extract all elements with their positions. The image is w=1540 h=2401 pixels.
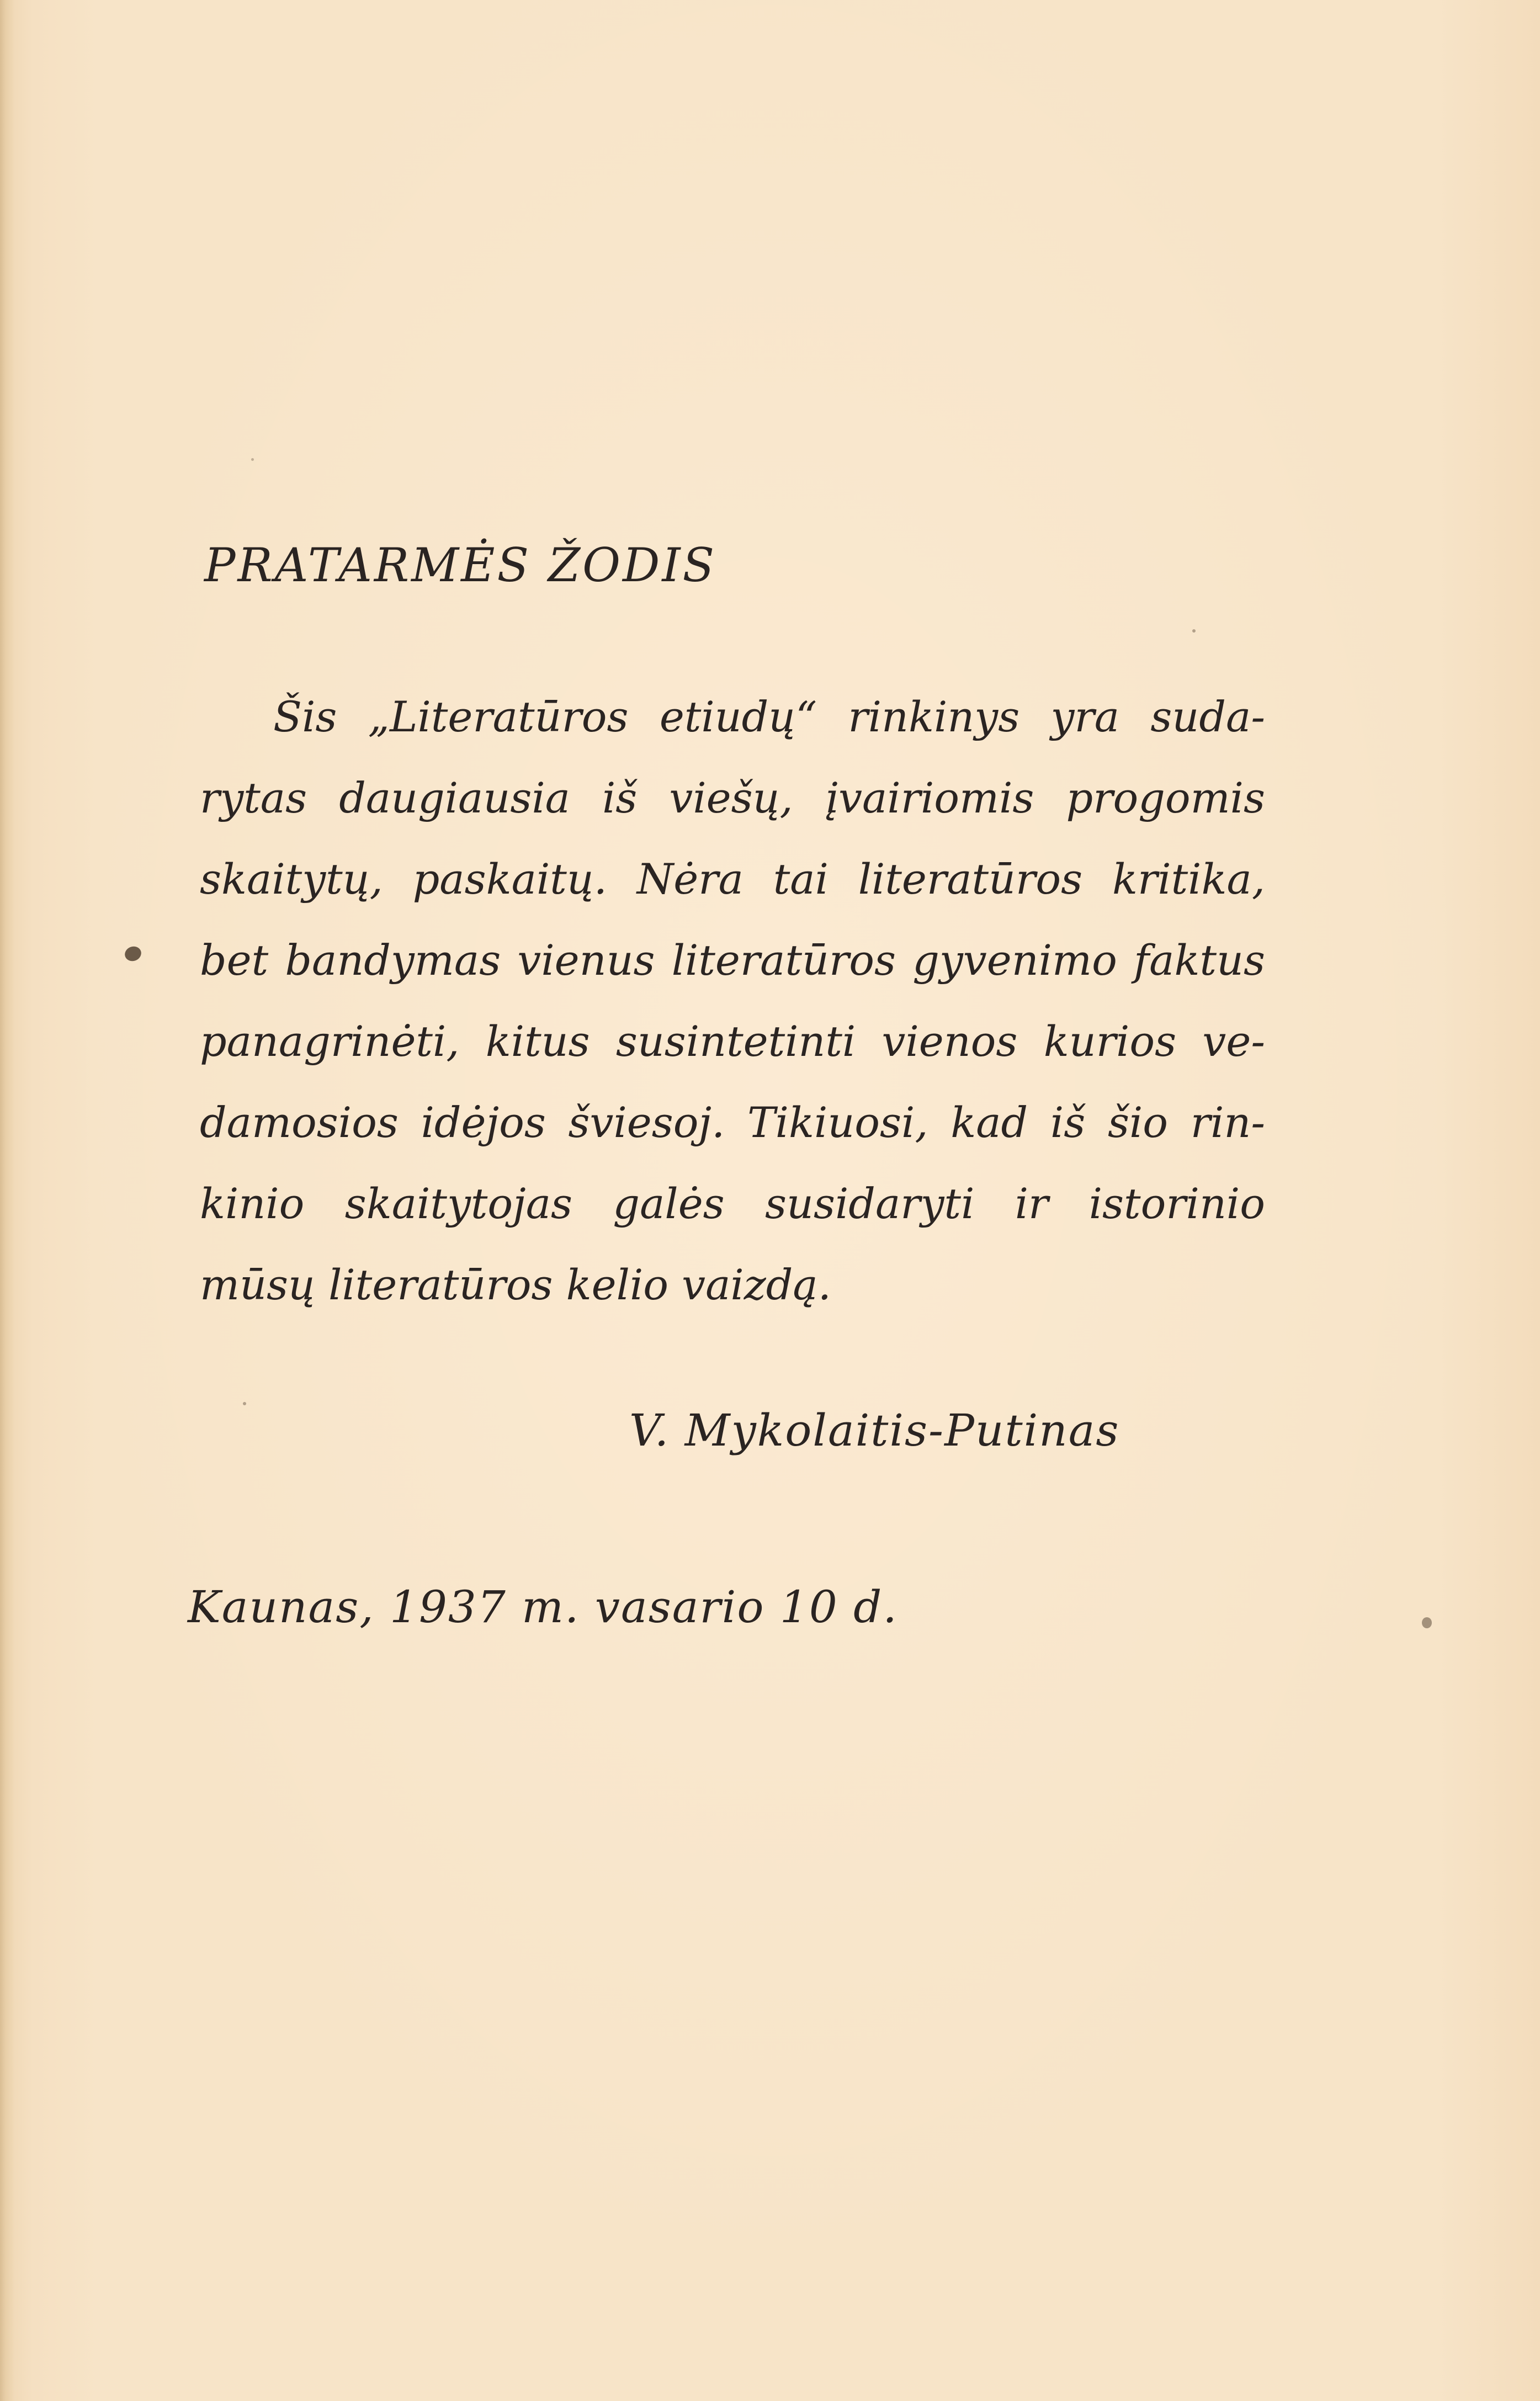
paper-speck [1422,1617,1432,1628]
paragraph-line: damosios idėjos šviesoj. Tikiuosi, kad iš šio rin- [200,1098,1265,1147]
page-spine-edge [0,0,14,2401]
paragraph-line: skaitytų, paskaitų. Nėra tai literatūros kritika, [200,854,1265,904]
author-signature: V. Mykolaitis-Putinas [629,1405,1120,1456]
paragraph-line: rytas daugiausia iš viešų, įvairiomis progomis [200,773,1265,822]
preface-paragraph [200,676,1265,1325]
paragraph-line: bet bandymas vienus literatūros gyvenimo faktus [200,936,1265,985]
paragraph-line: panagrinėti, kitus susintetinti vienos kurios ve- [200,1017,1265,1066]
paper-speck [243,1402,246,1405]
paper-speck [123,944,143,964]
page-title: PRATARMĖS ŽODIS [204,538,717,592]
paragraph-line: Šis „Literatūros etiudų“ rinkinys yra suda- [273,692,1265,741]
paper-speck [1192,629,1196,633]
paragraph-line: mūsų literatūros kelio vaizdą. [200,1260,831,1309]
paper-speck [251,458,254,461]
paragraph-line: kinio skaitytojas galės susidaryti ir istorinio [200,1179,1265,1228]
place-and-date: Kaunas, 1937 m. vasario 10 d. [188,1581,898,1633]
